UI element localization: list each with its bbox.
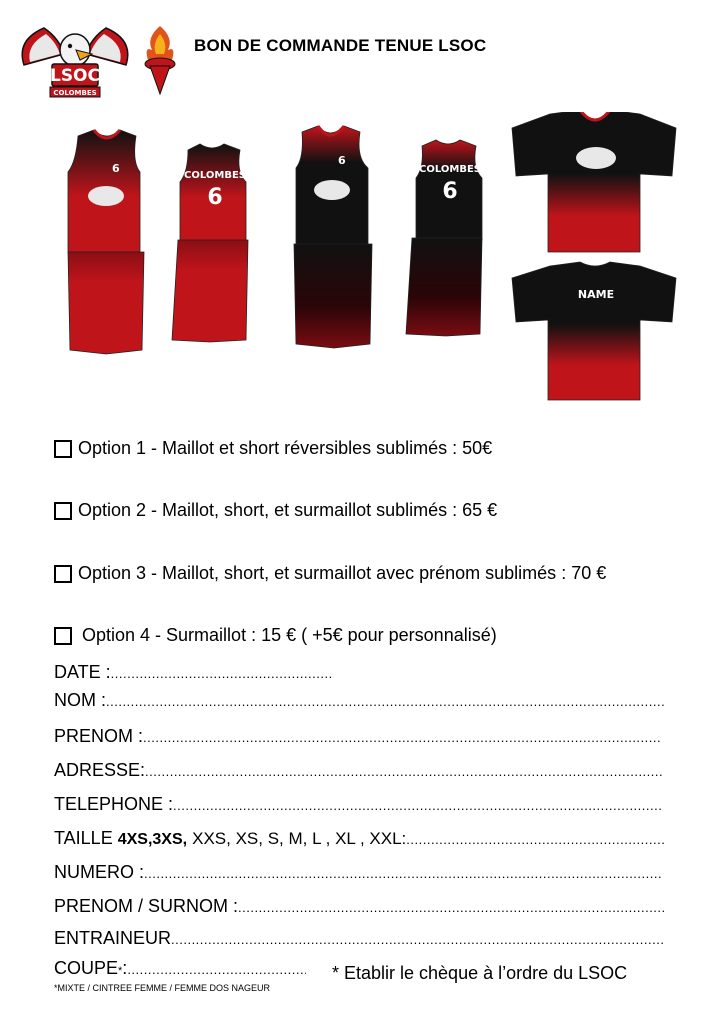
kit1-front (68, 130, 144, 354)
logo-text: LSOC (49, 66, 101, 86)
shooting-shirt-name: NAME (577, 288, 615, 301)
prenom-field[interactable] (54, 726, 662, 747)
entraineur-label: ENTRAINEUR (54, 928, 172, 948)
entraineur-field[interactable] (54, 928, 664, 949)
logo-subtext: COLOMBES (53, 89, 97, 97)
numero-label: NUMERO : (54, 862, 144, 882)
option-1-label: Option 1 - Maillot et short réversibles sublimés : 50€ (78, 438, 493, 458)
nom-field[interactable] (54, 690, 666, 711)
prenom-surnom-label: PRENOM / SURNOM : (54, 896, 239, 916)
option-3-label: Option 3 - Maillot, short, et surmaillot avec prénom sublimés : 70 € (78, 563, 607, 583)
option-1-checkbox[interactable] (54, 440, 72, 458)
cheque-note: * Etablir le chèque à l’ordre du LSOC (332, 963, 628, 983)
option-3[interactable] (54, 563, 606, 584)
coupe-colon: : (122, 958, 128, 978)
shooting-shirt-back (512, 262, 676, 400)
kit1-back-number: 6 (207, 185, 223, 210)
option-4[interactable] (54, 625, 497, 646)
telephone-field[interactable] (54, 794, 662, 815)
kit2-front-number: 6 (338, 154, 346, 167)
taille-field[interactable] (54, 828, 666, 849)
numero-field[interactable] (54, 862, 662, 883)
option-2[interactable] (54, 500, 497, 521)
kit2-front (294, 126, 372, 348)
torch-logo (140, 24, 180, 96)
coupe-field[interactable] (54, 958, 306, 979)
adresse-field[interactable] (54, 760, 664, 781)
telephone-label: TELEPHONE : (54, 794, 174, 814)
taille-label: TAILLE (54, 828, 113, 848)
jersey-illustrations (50, 112, 690, 412)
lsoc-eagle-logo (14, 20, 136, 102)
option-4-label: Option 4 - Surmaillot : 15 € ( +5€ pour personnalisé) (82, 625, 497, 645)
page-title: BON DE COMMANDE TENUE LSOC (194, 36, 487, 55)
coupe-asterisk: * (118, 965, 123, 977)
taille-sizes-bold: 4XS,3XS, (117, 831, 188, 848)
prenom-surnom-field[interactable] (54, 896, 666, 917)
option-2-label: Option 2 - Maillot, short, et surmaillot sublimés : 65 € (78, 500, 498, 520)
option-4-checkbox[interactable] (54, 627, 72, 645)
prenom-label: PRENOM : (54, 726, 144, 746)
nom-label: NOM : (54, 690, 106, 710)
kit2-back-number: 6 (442, 179, 458, 204)
coupe-note: *MIXTE / CINTREE FEMME / FEMME DOS NAGEUR (54, 983, 271, 993)
kit1-back-team: COLOMBES (184, 170, 246, 181)
date-label: DATE : (54, 662, 111, 682)
taille-sizes: XXS, XS, S, M, L , XL , XXL: (192, 829, 407, 848)
kit1-front-number: 6 (112, 162, 120, 175)
coupe-label: COUPE (54, 958, 119, 978)
option-2-checkbox[interactable] (54, 502, 72, 520)
kit1-back (172, 144, 248, 342)
date-field[interactable] (54, 662, 334, 683)
option-3-checkbox[interactable] (54, 565, 72, 583)
adresse-label: ADRESSE: (54, 760, 146, 780)
option-1[interactable] (54, 438, 492, 459)
kit2-back (406, 140, 482, 336)
shooting-shirt-front (512, 112, 676, 252)
kit2-back-team: COLOMBES (419, 164, 481, 175)
